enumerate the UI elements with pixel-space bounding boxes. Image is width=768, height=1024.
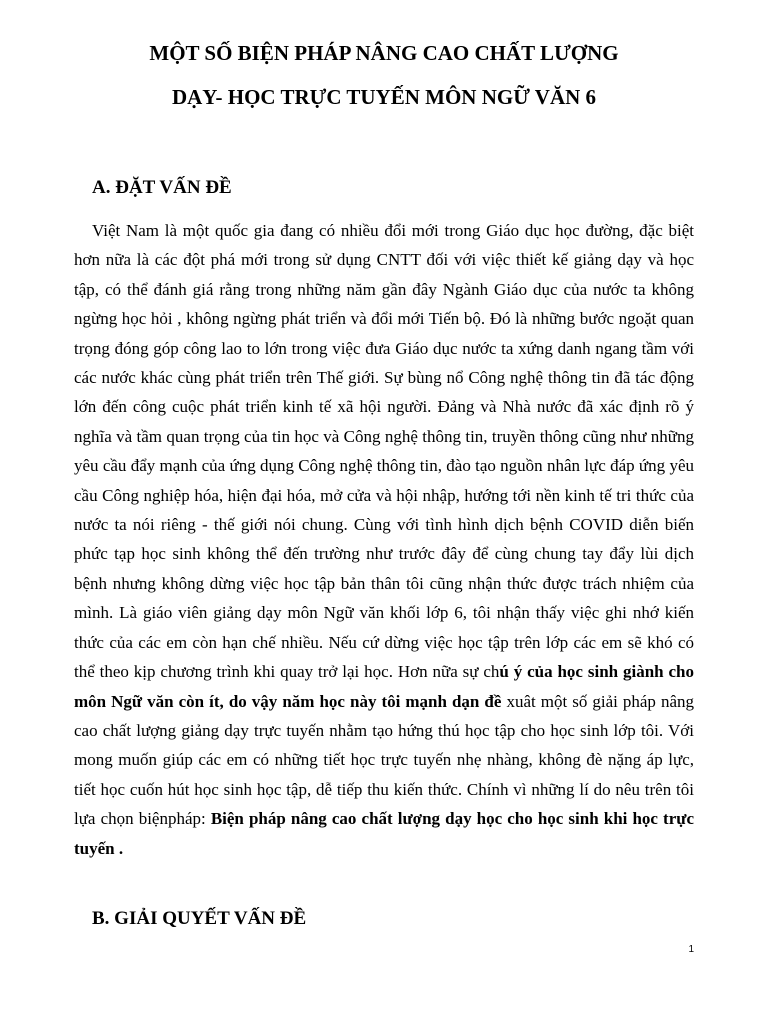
- paragraph-bold-text-1: ú ý của học sinh giành cho môn Ngữ văn còn ít, do vậy năm học này tôi mạnh dạn đề: [74, 662, 695, 711]
- section-a-heading: A. ĐẶT VẤN ĐỀ: [92, 177, 232, 198]
- document-title-line-1: MỘT SỐ BIỆN PHÁP NÂNG CAO CHẤT LƯỢNG: [149, 41, 619, 65]
- paragraph-bold-text-2: Biện pháp nâng cao chất lượng dạy học cho học sinh khi học trực tuyến .: [74, 809, 694, 858]
- paragraph-text-1: Việt Nam là một quốc gia đang có nhiều đổi mới trong Giáo dục học đường, đặc biệt hơn nữa là các đột phá mới trong sử dụng CNTT đối với việc thiết kế giảng dạy và học tập, có thể đánh giá rằng trong những năm gần đây Ngành Giáo dục của nước ta không ngừng học hỏi , không ngừng phát triển và đổi mới Tiến bộ. Đó là những bước ngoặt quan trọng đóng góp công lao to lớn trong việc đưa Giáo dục nước ta xứng danh ngang tầm với các nước khác cùng phát triển trên Thế giới. Sự bùng nổ Công nghệ thông tin đã tác động lớn đến công cuộc phát triển kinh tế xã hội người. Đảng và Nhà nước đã xác định rõ ý nghĩa và tầm quan trọng của tin học và Công nghệ thông tin, truyền thông cũng như những yêu cầu đẩy mạnh của ứng dụng Công nghệ thông tin, đào tạo nguồn nhân lực đáp ứng yêu cầu Công nghiệp hóa, hiện đại hóa, mở cửa và hội nhập, hướng tới nền kinh tế tri thức của nước ta nói riêng - thế giới nói chung. Cùng với tình hình dịch bệnh COVID diễn biến phức tạp học sinh không thể đến trường như trước đây để cùng chung tay đẩy lùi dịch bệnh nhưng không dừng việc học tập bản thân tôi cũng nhận thức được trách nhiệm của mình. Là giáo viên giảng dạy môn Ngữ văn khối lớp 6, tôi nhận thấy việc ghi nhớ kiến thức của các em còn hạn chế nhiều. Nếu cứ dừng việc học tập trên lớp các em sẽ khó có thể theo kịp chương trình khi quay trở lại học. Hơn nữa sự ch: [74, 221, 694, 682]
- paragraph-text-2: xuât một số giải pháp nâng cao chất lượng giảng dạy trực tuyến nhằm tạo hứng thú học tập cho học sinh lớp tôi. Với mong muốn giúp các em có những tiết học trực tuyến nhẹ nhàng, không đè nặng áp lực, tiết học cuốn hút học sinh học tập, dễ tiếp thu kiến thức. Chính vì những lí do nêu trên tôi lựa chọn biệnpháp:: [74, 691, 694, 829]
- document-title-line-2: DẠY- HỌC TRỰC TUYẾN MÔN NGỮ VĂN 6: [171, 85, 597, 109]
- section-b-heading: B. GIẢI QUYẾT VẤN ĐỀ: [92, 908, 307, 929]
- body-paragraph: [74, 216, 694, 863]
- page-number: 1: [688, 944, 694, 955]
